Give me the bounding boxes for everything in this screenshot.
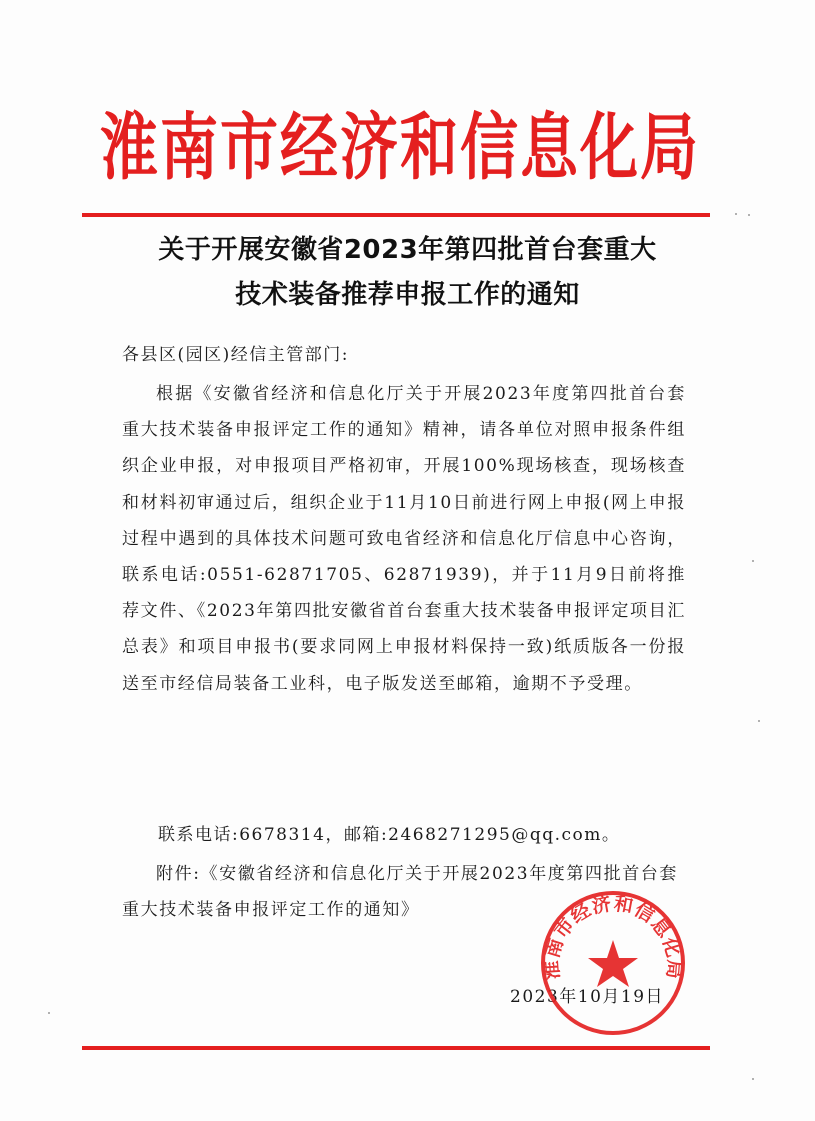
scan-speck (735, 213, 737, 215)
official-seal-icon (538, 888, 688, 1038)
scan-speck (752, 560, 754, 562)
scan-speck (748, 214, 750, 216)
seal-text: 淮南市经济和信息化局 (540, 892, 686, 981)
issue-date: 2023年10月19日 (510, 987, 665, 1007)
scan-speck (48, 1012, 50, 1014)
scan-speck (758, 720, 760, 722)
top-red-rule (82, 213, 710, 217)
notice-title-line-2: 技术装备推荐申报工作的通知 (235, 280, 580, 310)
masthead-title: 淮南市经济和信息化局 (100, 104, 701, 190)
notice-title-line-1: 关于开展安徽省2023年第四批首台套重大 (158, 235, 657, 265)
body-paragraph: 根据《安徽省经济和信息化厅关于开展2023年度第四批首台套重大技术装备申报评定工作的通知》精神，请各单位对照申报条件组织企业申报，对申报项目严格初审，开展100%现场核查，现场核查和材料初审通过后，组织企业于11月10日前进行网上申报(网上申报过程中遇到的具体技术问题可致电省经济和信息化厅信息中心咨询，联系电话:0551-62871705、62871939)，并于11月9日前将推荐文件、《2023年第四批安徽省首台套重大技术装备申报评定项目汇总表》和项目申报书(要求同网上申报材料保持一致)纸质版各一份报送至市经信局装备工业科，电子版发送至邮箱，逾期不予受理。 (122, 384, 686, 694)
bottom-red-rule (82, 1046, 710, 1050)
seal-star-icon (588, 940, 638, 987)
contact-line: 联系电话:6678314，邮箱:2468271295@qq.com。 (158, 825, 621, 845)
salutation: 各县区(园区)经信主管部门: (122, 345, 349, 365)
scan-speck (752, 1078, 754, 1080)
attachment-line: 附件:《安徽省经济和信息化厅关于开展2023年度第四批首台套重大技术装备申报评定工作的通知》 (122, 864, 678, 921)
